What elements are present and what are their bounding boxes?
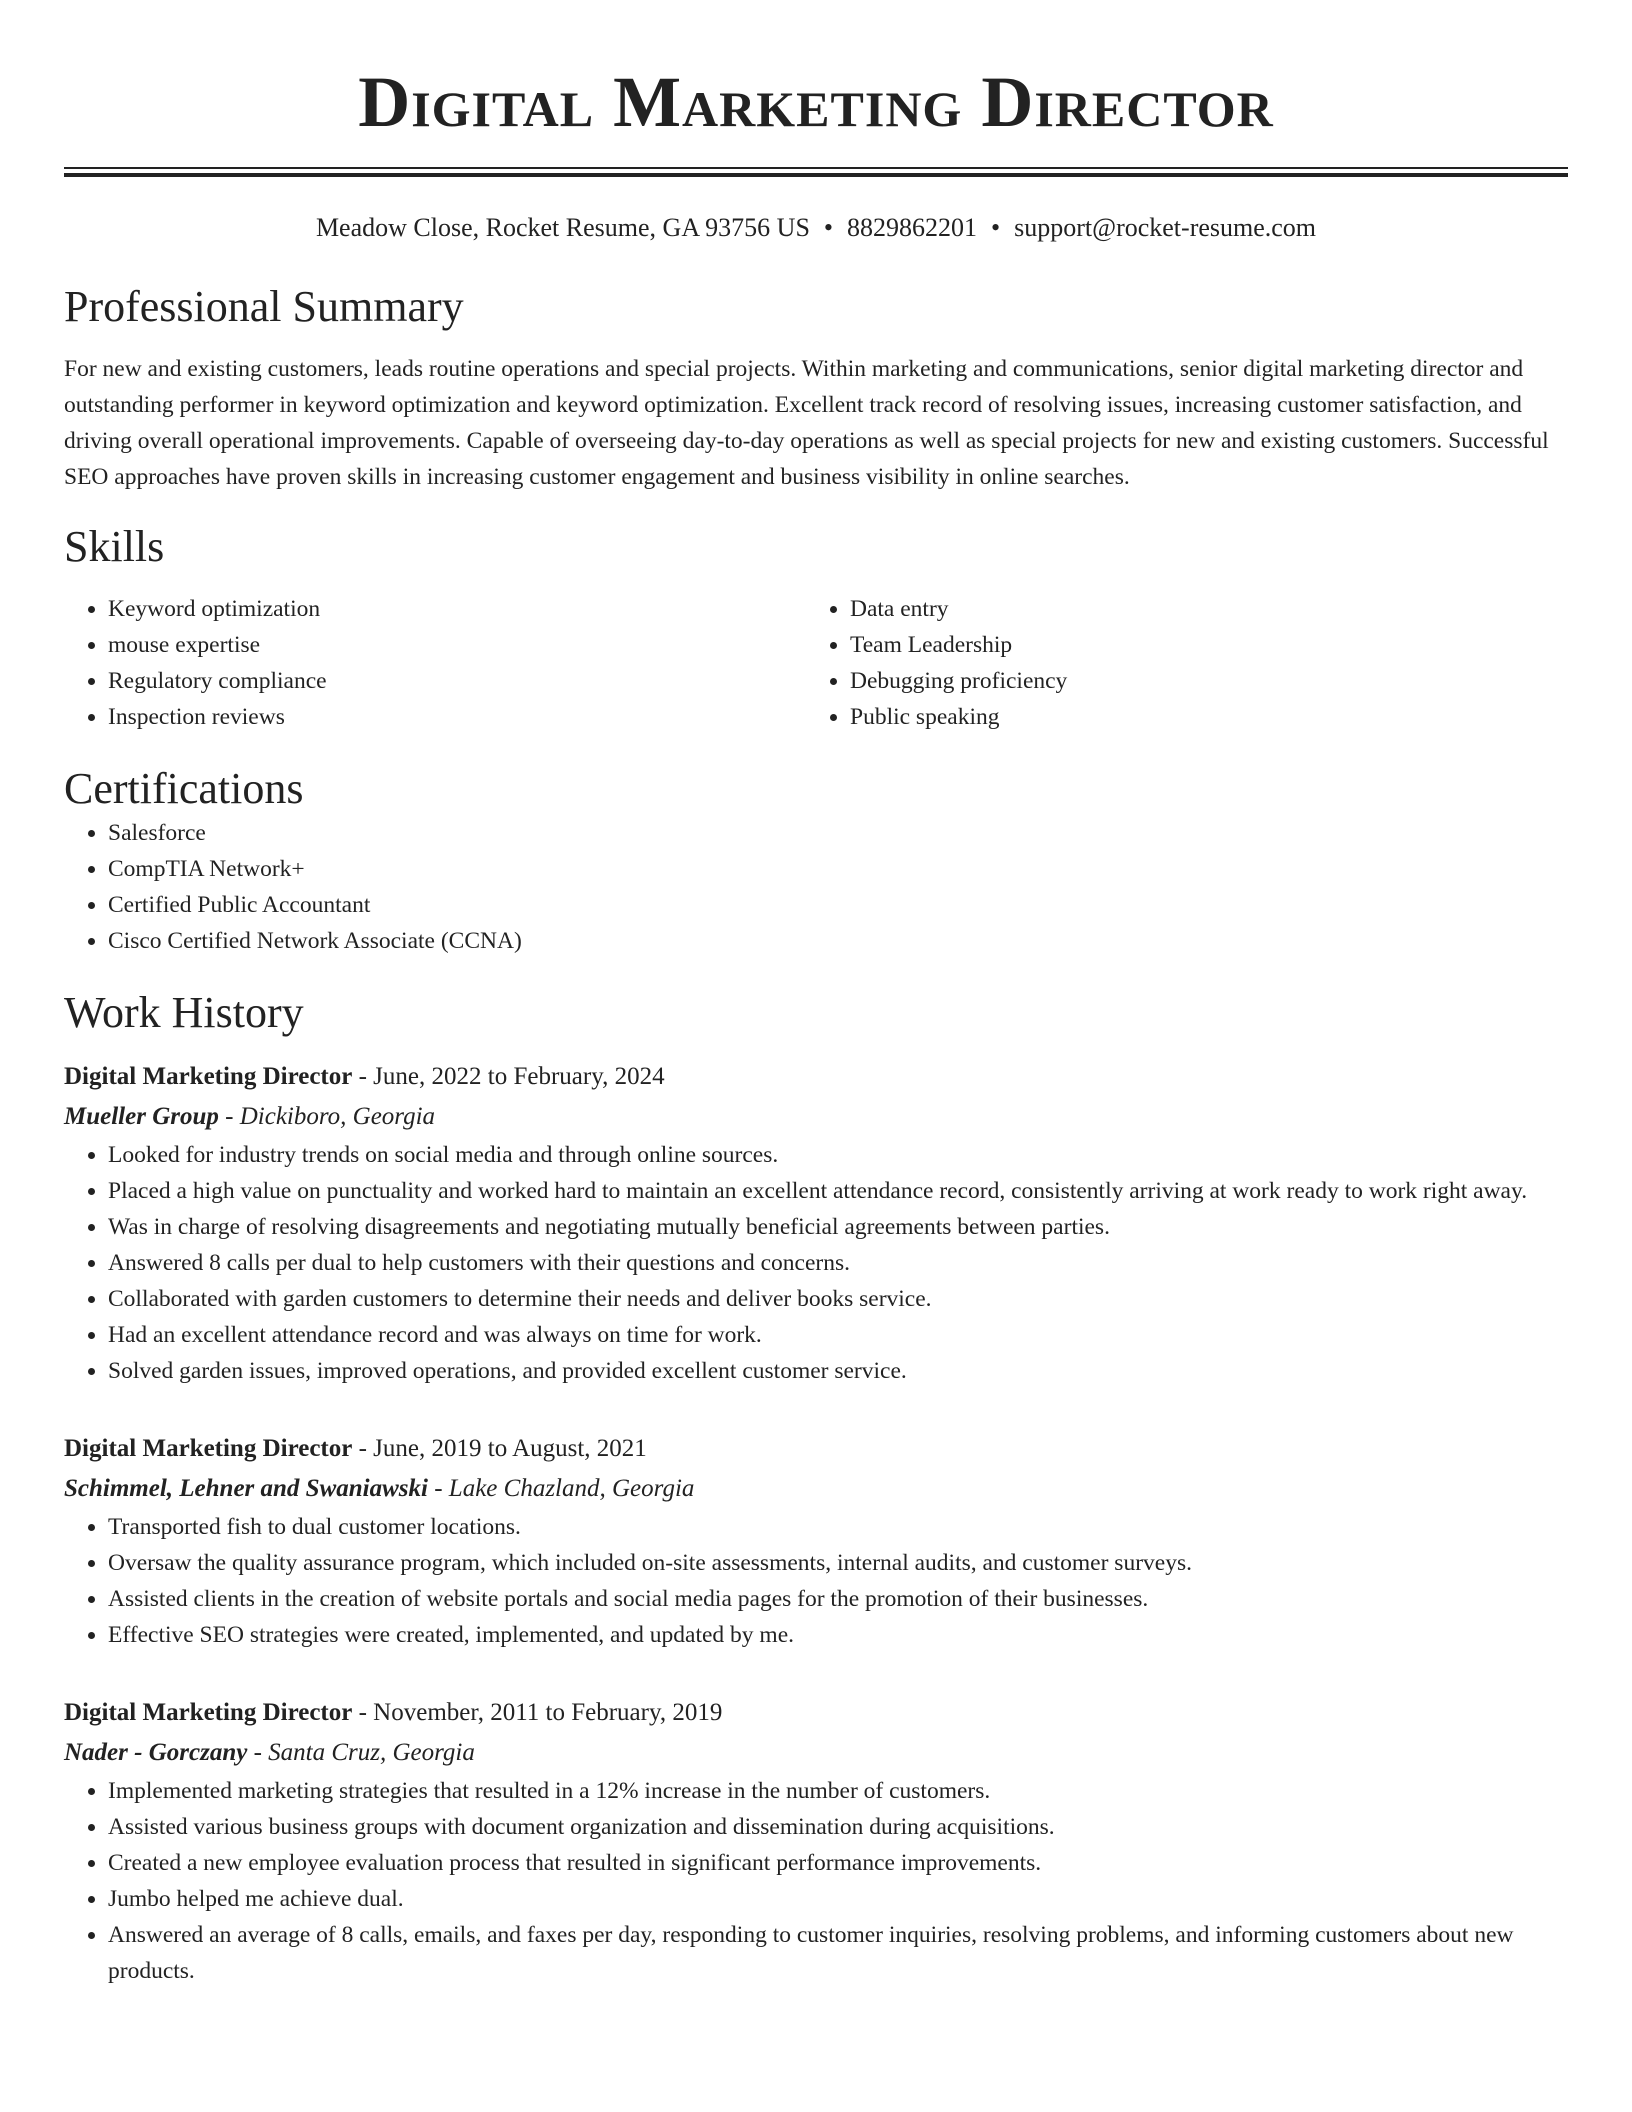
dash-separator: - (352, 1699, 374, 1726)
job-bullet: • Looked for industry trends on social media and through online sources. (108, 1137, 1568, 1173)
job-bullet: • Assisted clients in the creation of website portals and social media pages for the promotion of their businesses. (108, 1581, 1568, 1617)
certification-item: • Certified Public Accountant (108, 887, 1568, 923)
job-company: Mueller Group (64, 1103, 219, 1130)
job-bullet: • Transported fish to dual customer locations. (108, 1509, 1568, 1545)
job-bullet: • Answered an average of 8 calls, emails, and faxes per day, responding to customer inquiries, resolving problems, and informing customers about new products. (108, 1917, 1568, 1989)
dash-separator: - (352, 1435, 374, 1462)
job-location: Dickiboro, Georgia (239, 1103, 436, 1130)
resume-title: Digital Marketing Director (358, 62, 1274, 142)
skill-item: • mouse expertise (108, 627, 806, 663)
skills-grid (64, 591, 1568, 735)
skill-item: • Inspection reviews (108, 699, 806, 735)
contact-line (64, 211, 1568, 245)
certification-item: • CompTIA Network+ (108, 851, 1568, 887)
dash-separator: - (427, 1475, 449, 1502)
job-bullet: • Oversaw the quality assurance program, which included on-site assessments, internal audits, and customer surveys. (108, 1545, 1568, 1581)
title-divider (64, 167, 1568, 177)
summary-heading: Professional Summary (64, 282, 464, 331)
skill-item: • Keyword optimization (108, 591, 806, 627)
job-location: Santa Cruz, Georgia (268, 1739, 475, 1766)
dash-separator: - (247, 1739, 269, 1766)
contact-phone: 8829862201 (847, 213, 978, 242)
skill-item: • Debugging proficiency (850, 663, 1548, 699)
job-bullet: • Was in charge of resolving disagreements and negotiating mutually beneficial agreements between parties. (108, 1209, 1568, 1245)
job-bullet: • Effective SEO strategies were created, implemented, and updated by me. (108, 1617, 1568, 1653)
job-bullets (64, 1773, 1568, 1989)
dash-separator: - (352, 1063, 374, 1090)
job-bullets (64, 1509, 1568, 1653)
skill-item: • Team Leadership (850, 627, 1548, 663)
job-location: Lake Chazland, Georgia (448, 1475, 695, 1502)
job-bullet: • Collaborated with garden customers to determine their needs and deliver books service. (108, 1281, 1568, 1317)
job-dates: June, 2019 to August, 2021 (373, 1435, 647, 1462)
job-title-line (64, 1429, 1568, 1469)
job-bullet: • Created a new employee evaluation process that resulted in significant performance improvements. (108, 1845, 1568, 1881)
job-title: Digital Marketing Director (64, 1435, 353, 1462)
job-company-line (64, 1469, 1568, 1509)
skills-heading: Skills (64, 522, 165, 571)
job-title: Digital Marketing Director (64, 1063, 353, 1090)
job-entry (64, 1057, 1568, 1389)
skill-item: • Regulatory compliance (108, 663, 806, 699)
job-title-line (64, 1057, 1568, 1097)
job-company: Nader - Gorczany (64, 1739, 248, 1766)
skill-item: • Public speaking (850, 699, 1548, 735)
contact-separator: • (991, 213, 1001, 242)
job-bullet: • Placed a high value on punctuality and worked hard to maintain an excellent attendance record, consistently arriving at work ready to work right away. (108, 1173, 1568, 1209)
dash-separator: - (218, 1103, 240, 1130)
job-bullet: • Answered 8 calls per dual to help customers with their questions and concerns. (108, 1245, 1568, 1281)
summary-text: For new and existing customers, leads routine operations and special projects. Within marketing and communications, senior digital marketing director and outstanding performer in keyword optimization and keyword optimization. Excellent track record of resolving issues, increasing customer satisfaction, and driving overall operational improvements. Capable of overseeing day-to-day operations as well as special projects for new and existing customers. Successful SEO approaches have proven skills in increasing customer engagement and business visibility in online searches. (64, 356, 1549, 490)
job-bullet: • Implemented marketing strategies that resulted in a 12% increase in the number of customers. (108, 1773, 1568, 1809)
skills-column-left (64, 591, 806, 735)
certifications-heading: Certifications (64, 764, 304, 813)
skills-list-right (806, 591, 1548, 735)
certification-item: • Cisco Certified Network Associate (CCNA) (108, 923, 1568, 959)
job-bullet: • Solved garden issues, improved operations, and provided excellent customer service. (108, 1353, 1568, 1389)
certifications-list (64, 815, 1568, 959)
skill-item: • Data entry (850, 591, 1548, 627)
work-history-heading: Work History (64, 988, 304, 1037)
skills-column-right (806, 591, 1548, 735)
job-entry (64, 1429, 1568, 1653)
job-title-line (64, 1693, 1568, 1733)
job-bullet: • Assisted various business groups with document organization and dissemination during acquisitions. (108, 1809, 1568, 1845)
job-entry (64, 1693, 1568, 1989)
job-title: Digital Marketing Director (64, 1699, 353, 1726)
certification-item: • Salesforce (108, 815, 1568, 851)
contact-address: Meadow Close, Rocket Resume, GA 93756 US (315, 213, 810, 242)
job-company-line (64, 1097, 1568, 1137)
job-bullet: • Jumbo helped me achieve dual. (108, 1881, 1568, 1917)
contact-separator: • (823, 213, 834, 242)
skills-list-left (64, 591, 806, 735)
job-bullets (64, 1137, 1568, 1389)
job-dates: June, 2022 to February, 2024 (373, 1063, 665, 1090)
job-bullet: • Had an excellent attendance record and was always on time for work. (108, 1317, 1568, 1353)
contact-email: support@rocket-resume.com (1014, 213, 1317, 242)
job-company-line (64, 1733, 1568, 1773)
job-company: Schimmel, Lehner and Swaniawski (64, 1475, 428, 1502)
job-dates: November, 2011 to February, 2019 (373, 1699, 723, 1726)
